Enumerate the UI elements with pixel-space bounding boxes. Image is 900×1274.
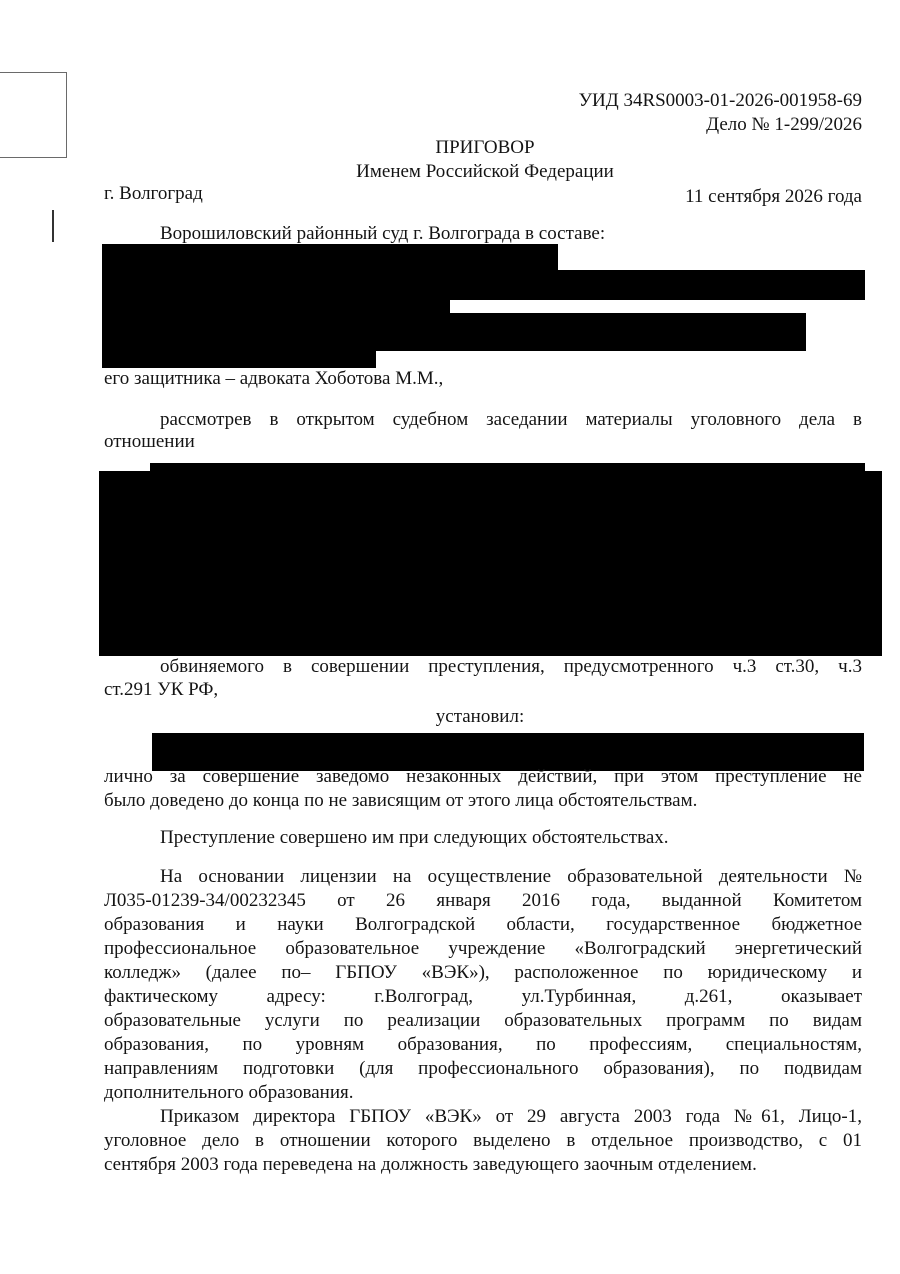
date-label: 11 сентября 2026 года [685,186,862,207]
order-line: Приказом директора ГБПОУ «ВЭК» от 29 августа 2003 года №61, Лицо-1, [160,1106,862,1127]
crime-line-1: лично за совершение заведомо незаконных действий, при этом преступление не [104,766,862,787]
license-line: фактическому адресу: г.Волгоград, ул.Турбинная, д.261, оказывает [104,986,862,1007]
license-line: образования, по уровням образования, по профессиям, специальностям, [104,1034,862,1055]
case-uid: УИД 34RS0003-01-2026-001958-69 [578,90,862,111]
license-line: направлениям подготовки (для профессионального образования), по подвидам [104,1058,862,1079]
document-subtitle: Именем Российской Федерации [356,161,614,182]
license-line: На основании лицензии на осуществление образовательной деятельности № [160,866,862,887]
license-line: дополнительного образования. [104,1082,354,1103]
consider-line-2: отношении [104,431,195,452]
redaction-block [102,313,806,351]
court-composition: Ворошиловский районный суд г. Волгограда в составе: [160,223,606,244]
license-line: профессиональное образовательное учреждение «Волгоградский энергетический [104,938,862,959]
document-title: ПРИГОВОР [435,137,535,158]
scan-edge-mark-top [0,72,66,73]
scan-edge-mark-bottom [0,157,67,158]
accused-line-2: ст.291 УК РФ, [104,679,219,700]
license-line: образования и науки Волгоградской области, государственное бюджетное [104,914,862,935]
order-line: сентября 2003 года переведена на должность заведующего заочным отделением. [104,1154,757,1175]
redaction-block [102,298,450,314]
accused-line-1: обвиняемого в совершении преступления, предусмотренного ч.3 ст.30, ч.3 [160,656,862,677]
redaction-block [102,270,865,300]
circumstances-line: Преступление совершено им при следующих обстоятельствах. [160,827,669,848]
redaction-block [102,348,376,368]
crime-line-2: было доведено до конца по не зависящим от этого лица обстоятельствам. [104,790,698,811]
case-number: Дело № 1-299/2026 [706,114,862,135]
place-label: г. Волгоград [104,183,203,204]
established-heading: установил: [435,706,525,727]
defender-line: его защитника – адвоката Хоботова М.М., [104,368,444,389]
scan-edge-mark-line [52,210,54,242]
license-line: Л035-01239-34/00232345 от 26 января 2016 года, выданной Комитетом [104,890,862,911]
license-line: образовательные услуги по реализации образовательных программ по видам [104,1010,862,1031]
order-line: уголовное дело в отношении которого выделено в отдельное производство, с 01 [104,1130,862,1151]
license-line: колледж» (далее по– ГБПОУ «ВЭК»), расположенное по юридическому и [104,962,862,983]
consider-line-1: рассмотрев в открытом судебном заседании материалы уголовного дела в [160,409,862,430]
scan-edge-mark-vertical [66,72,67,158]
redaction-block [99,471,882,656]
